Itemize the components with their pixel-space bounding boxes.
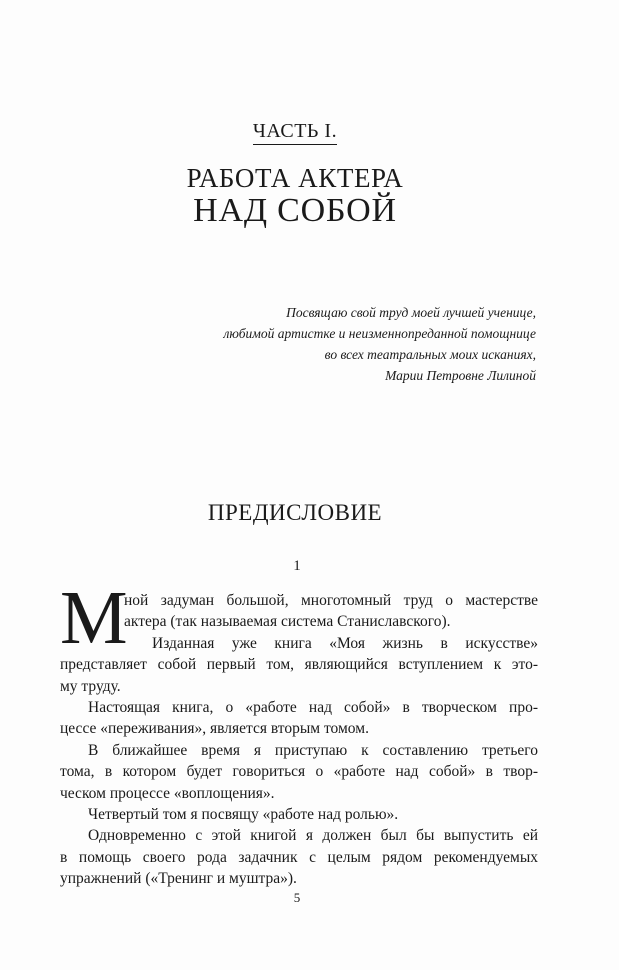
text-line: в помощь своего рода задачник с целым рядом рекомендуемых: [60, 848, 538, 866]
body-text: [60, 590, 538, 890]
text-line: му труду.: [60, 677, 121, 695]
chapter-title-line-2: НАД СОБОЙ: [193, 192, 397, 229]
dedication-line: Марии Петровне Лилиной: [385, 368, 536, 383]
text-line: представляет собой первый том, являющийся вступлением к это-: [60, 656, 538, 674]
text-line: упражнений («Тренинг и муштра»).: [60, 870, 297, 888]
text-line: Четвертый том я посвящу «работе над ролью».: [88, 806, 399, 824]
dedication: [160, 302, 536, 386]
dedication-line: Посвящаю свой труд моей лучшей ученице,: [286, 305, 536, 320]
text-line: тома, в котором будет говориться о «работе над собой» в твор-: [60, 763, 538, 781]
text-line: цессе «переживания», является вторым томом.: [60, 720, 369, 738]
text-line: Изданная уже книга «Моя жизнь в искусстве»: [152, 634, 538, 652]
text-line: ческом процессе «воплощения».: [60, 784, 275, 802]
part-heading-text: ЧАСТЬ I.: [253, 120, 337, 145]
part-heading: [0, 120, 590, 143]
dedication-line: любимой артистке и неизменнопреданной помощнице: [223, 326, 536, 341]
section-number: 1: [293, 558, 301, 574]
text-line: ной задуман большой, многотомный труд о мастерстве: [124, 592, 538, 609]
page-number: 5: [293, 890, 301, 905]
dedication-line: во всех театральных моих исканиях,: [324, 347, 536, 362]
text-line: Настоящая книга, о «работе над собой» в творческом про-: [88, 699, 538, 717]
text-line: В ближайшее время я приступаю к составлению третьего: [88, 741, 538, 759]
drop-cap: М: [60, 576, 128, 660]
text-line: актера (так называемая система Станиславского).: [124, 613, 451, 631]
section-title: ПРЕДИСЛОВИЕ: [207, 500, 383, 525]
chapter-title-line-1: РАБОТА АКТЕРА: [186, 163, 404, 193]
text-line: Одновременно с этой книгой я должен был бы выпустить ей: [88, 827, 538, 845]
